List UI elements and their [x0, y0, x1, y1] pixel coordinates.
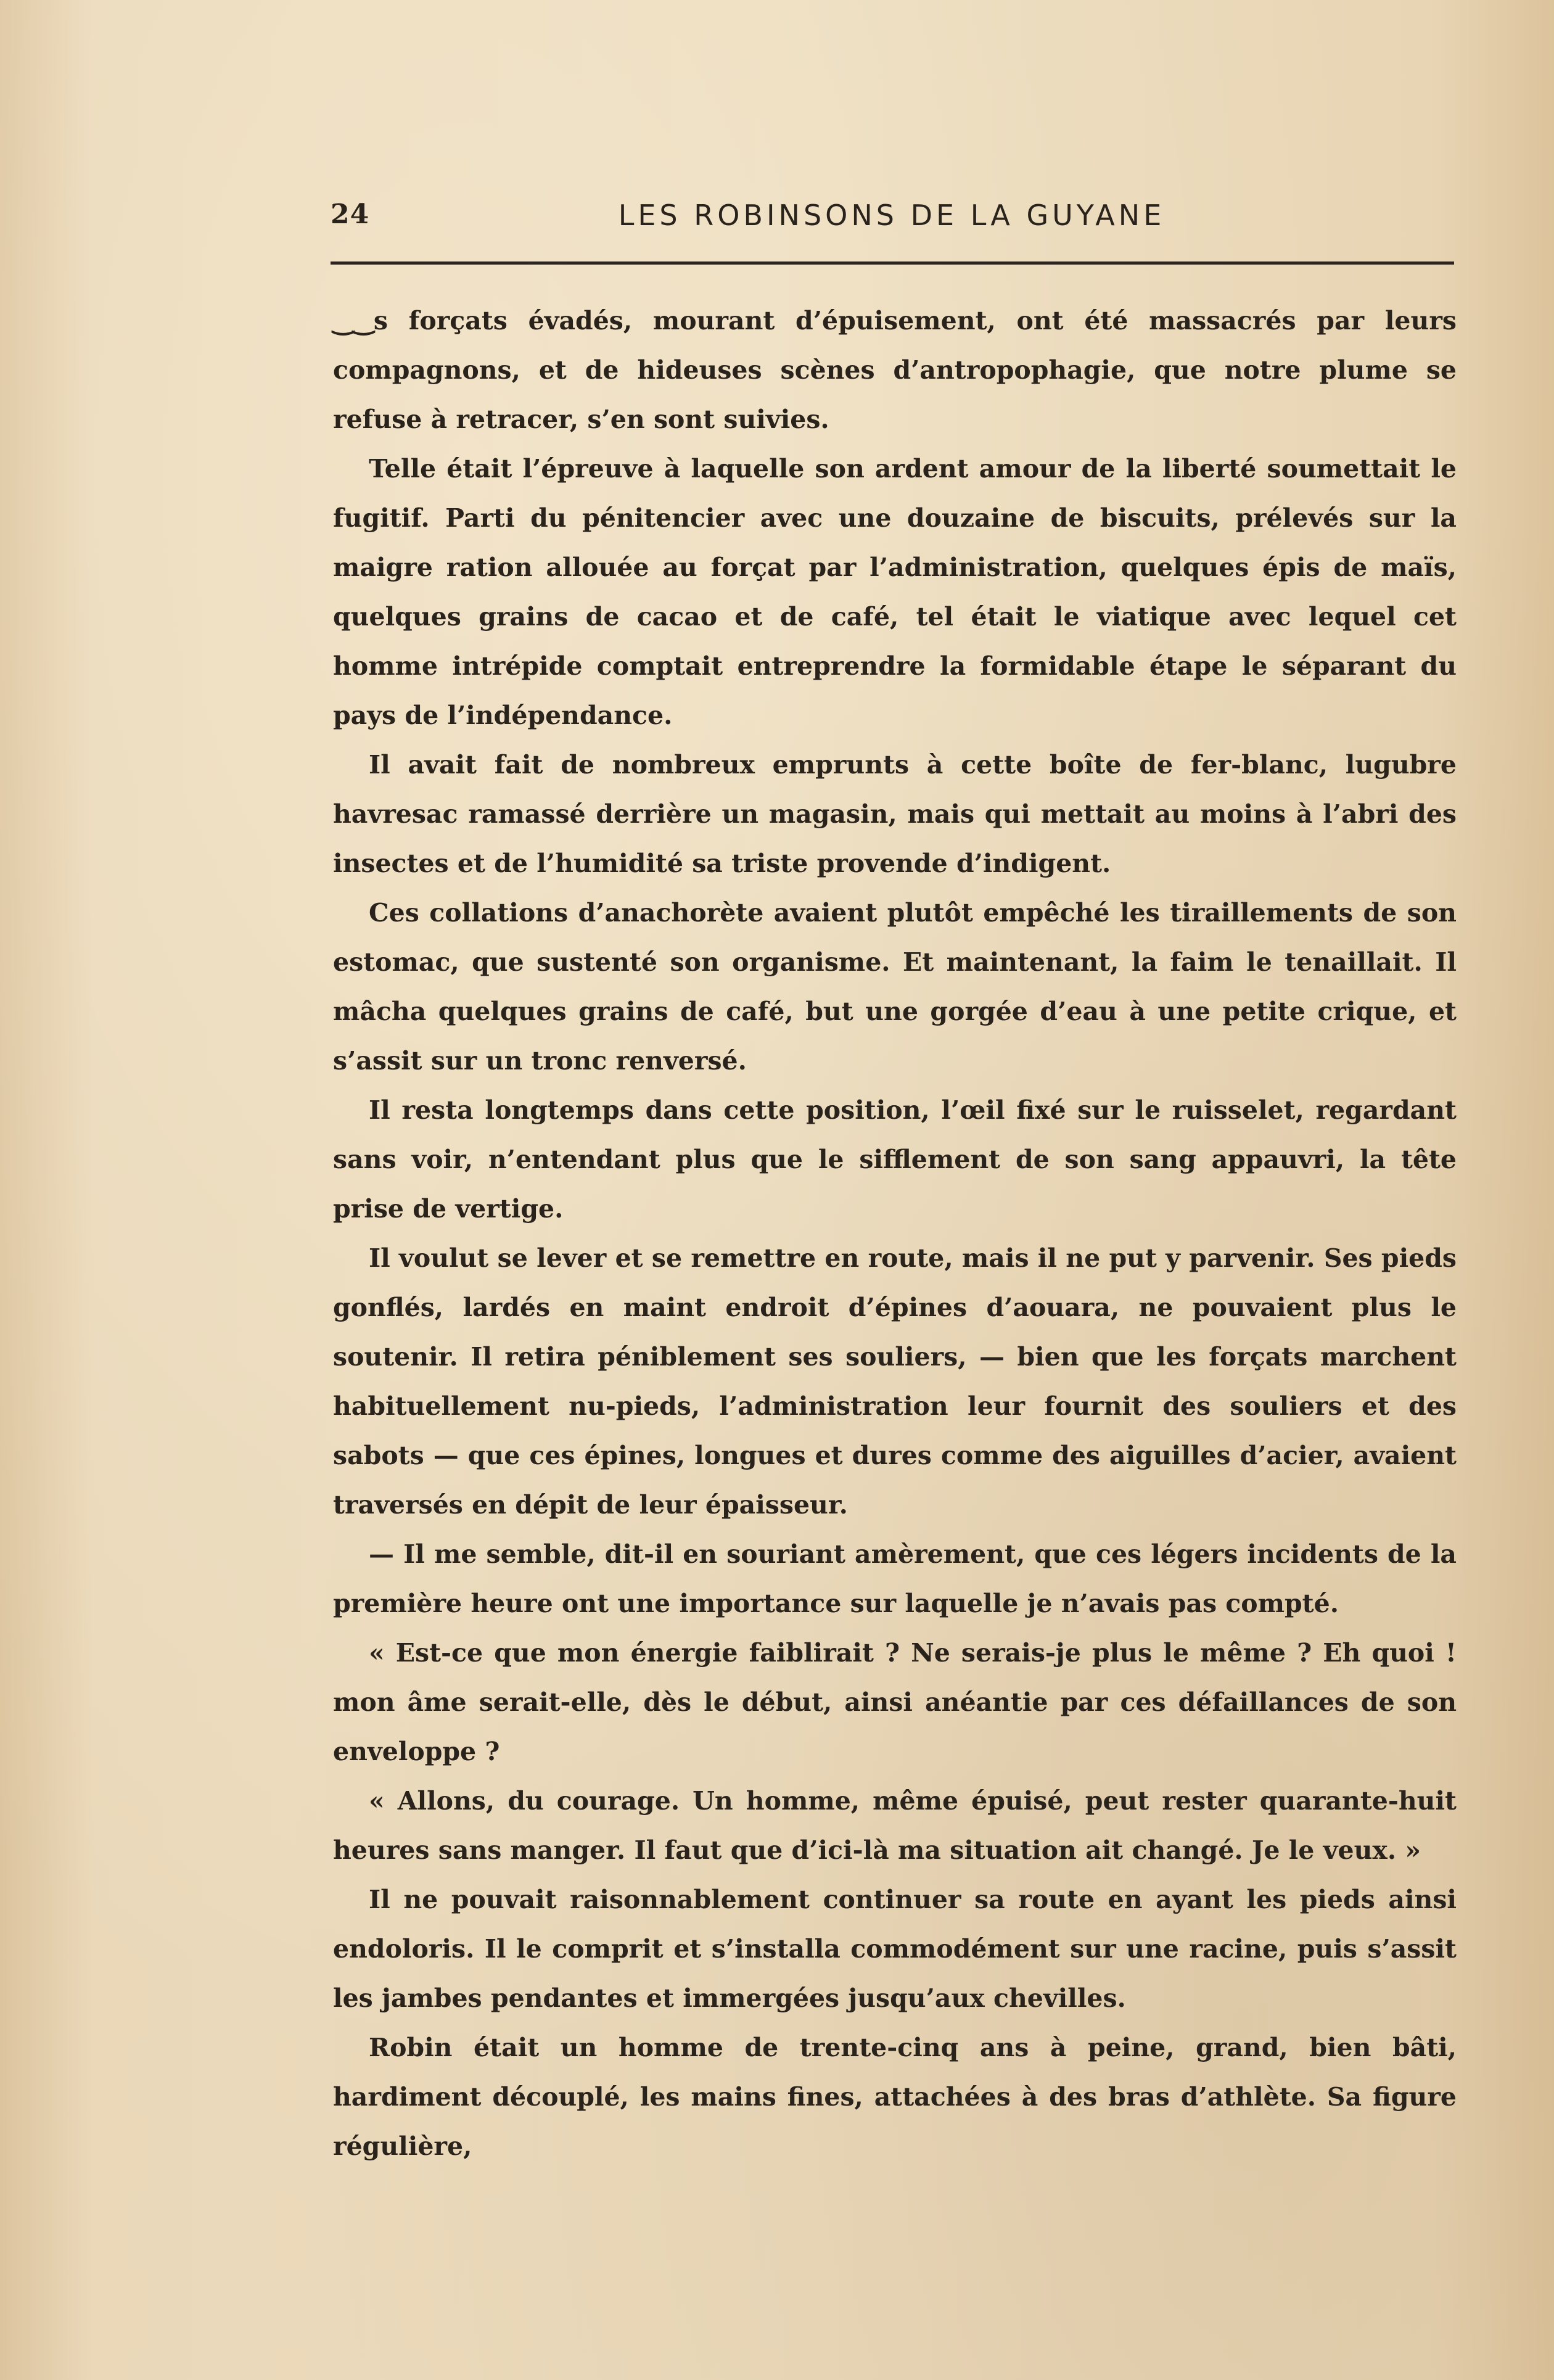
paragraph: Robin était un homme de trente-cinq ans à peine, grand, bien bâti, hardiment découplé, les mains fines, attachées à des bras d’athlète. Sa figure régulière,: [333, 2033, 1457, 2161]
paragraph: Il resta longtemps dans cette position, l’œil fixé sur le ruisselet, regardant sans voir, n’entendant plus que le sifflement de son sang appauvri, la tête prise de vertige.: [333, 1095, 1457, 1224]
paragraph: Il avait fait de nombreux emprunts à cette boîte de fer-blanc, lugubre havresac ramassé derrière un magasin, mais qui mettait au moins à l’abri des insectes et de l’humidité sa triste provende d’indigent.: [333, 750, 1457, 878]
paragraph: « Allons, du courage. Un homme, même épuisé, peut rester quarante-huit heures sans manger. Il faut que d’ici-là ma situation ait changé. Je le veux. »: [333, 1786, 1457, 1865]
paragraph: Telle était l’épreuve à laquelle son ardent amour de la liberté soumettait le fugitif. Parti du pénitencier avec une douzaine de biscuits, prélevés sur la maigre ration allouée au forçat par l’administration, quelques épis de maïs, quelques grains de cacao et de café, tel était le viatique avec lequel cet homme intrépide comptait entreprendre la formidable étape le séparant du pays de l’indépendance.: [333, 454, 1457, 730]
header-rule: [331, 261, 1454, 265]
page-number: 24: [331, 199, 370, 230]
paragraph: ‿‿s forçats évadés, mourant d’épuisement, ont été massacrés par leurs compagnons, et de hideuses scènes d’antropophagie, que notre plume se refuse à retracer, s’en sont suivies.: [333, 306, 1457, 434]
paragraph: « Est-ce que mon énergie faiblirait ? Ne serais-je plus le même ? Eh quoi ! mon âme serait-elle, dès le début, ainsi anéantie par ces défaillances de son enveloppe ?: [333, 1638, 1457, 1766]
running-title: LES ROBINSONS DE LA GUYANE: [618, 199, 1166, 232]
paragraph: Il voulut se lever et se remettre en route, mais il ne put y parvenir. Ses pieds gonflés, lardés en maint endroit d’épines d’aouara, ne pouvaient plus le soutenir. Il retira péniblement ses souliers, — bien que les forçats marchent habituellement nu-pieds, l’administration leur fournit des souliers et des sabots — que ces épines, longues et dures comme des aiguilles d’acier, avaient traversés en dépit de leur épaisseur.: [333, 1243, 1457, 1520]
paragraph: Ces collations d’anachorète avaient plutôt empêché les tiraillements de son estomac, que sustenté son organisme. Et maintenant, la faim le tenaillait. Il mâcha quelques grains de café, but une gorgée d’eau à une petite crique, et s’assit sur un tronc renversé.: [333, 898, 1457, 1076]
body-text: [333, 296, 1457, 2171]
paragraph: — Il me semble, dit-il en souriant amèrement, que ces légers incidents de la première heure ont une importance sur laquelle je n’avais pas compté.: [333, 1539, 1457, 1618]
paragraph: Il ne pouvait raisonnablement continuer sa route en ayant les pieds ainsi endoloris. Il le comprit et s’installa commodément sur une racine, puis s’assit les jambes pendantes et immergées jusqu’aux chevilles.: [333, 1885, 1457, 2013]
page-header: [331, 199, 1453, 242]
